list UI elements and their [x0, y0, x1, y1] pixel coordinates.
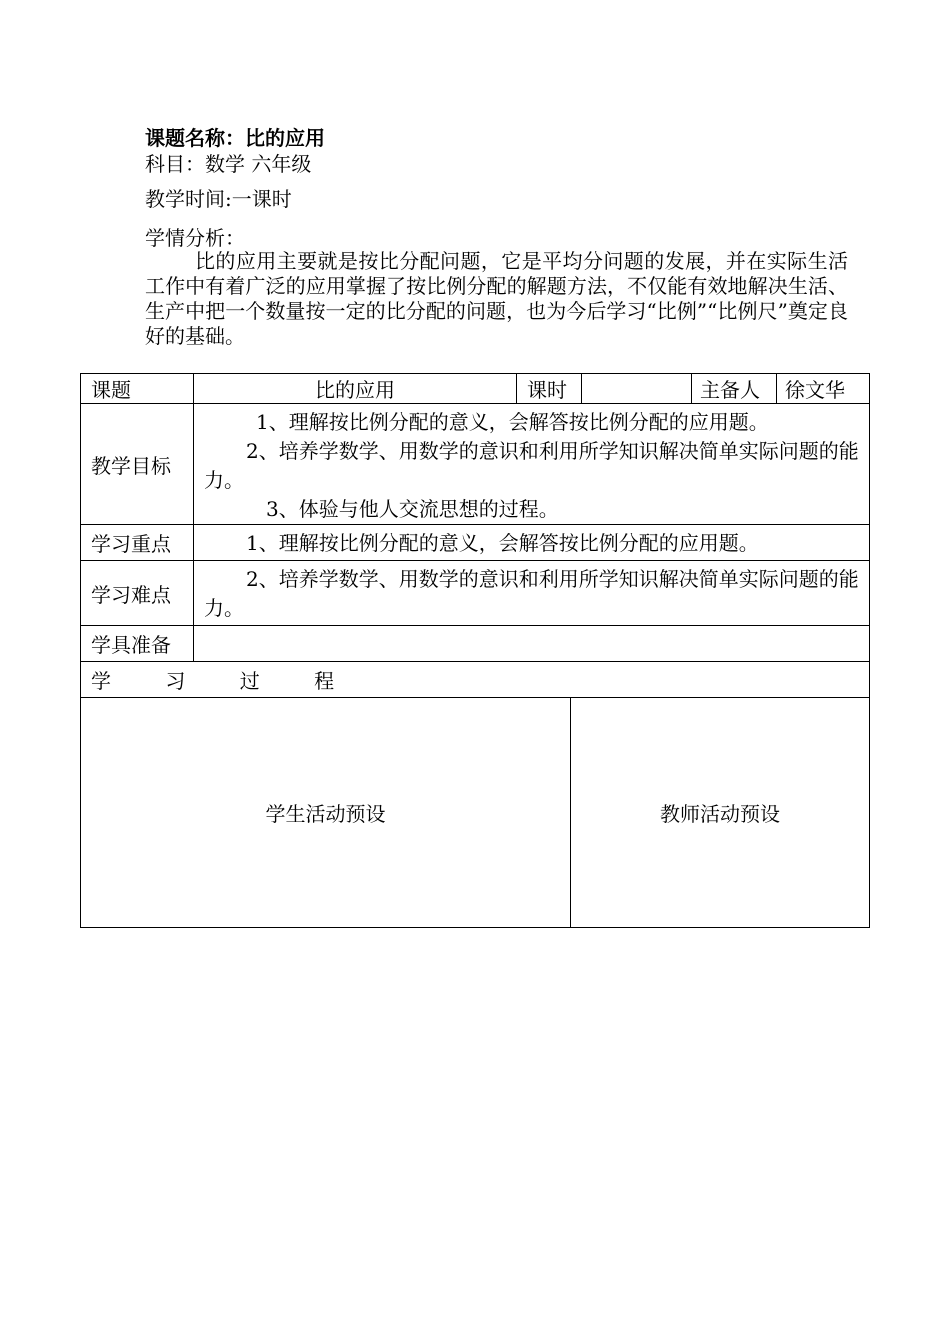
difficulties-text: 2、培养学数学、用数学的意识和利用所学知识解决简单实际问题的能力。 — [204, 567, 859, 620]
lesson-plan-table — [80, 373, 870, 928]
key-points-label: 学习重点 — [91, 532, 171, 556]
goals-label-cell — [80, 403, 194, 525]
tools-cell — [193, 625, 870, 662]
process-label: 学 习 过 程 — [91, 669, 359, 693]
goals-cell — [193, 403, 870, 525]
key-points-cell — [193, 524, 870, 561]
subject-grade: 科目：数学 六年级 — [145, 152, 312, 176]
period-value-cell — [581, 373, 692, 404]
preparer-value: 徐文华 — [785, 378, 845, 402]
analysis-paragraph: 比的应用主要就是按比分配问题，它是平均分问题的发展，并在实际生活工作中有着广泛的应用掌握了按比例分配的解题方法，不仅能有效地解决生活、生产中把一个数量按一定的比分配的问题，也为今后学习“比例”“比例尺”奠定良好的基础。 — [145, 249, 848, 348]
topic-value-cell — [193, 373, 517, 404]
teacher-activity-cell — [570, 697, 870, 928]
period-label-cell — [516, 373, 582, 404]
teacher-activity-label: 教师活动预设 — [660, 802, 780, 826]
teaching-time: 教学时间:一课时 — [145, 187, 292, 211]
topic-value: 比的应用 — [315, 378, 395, 402]
key-points-text: 1、理解按比例分配的意义，会解答按比例分配的应用题。 — [246, 531, 759, 555]
tools-label-cell — [80, 625, 194, 662]
tools-label: 学具准备 — [91, 633, 171, 657]
lesson-title: 课题名称：比的应用 — [145, 126, 325, 150]
key-points-label-cell — [80, 524, 194, 561]
student-activity-label: 学生活动预设 — [265, 802, 386, 826]
student-activity-cell — [80, 697, 571, 928]
analysis-label: 学情分析： — [145, 226, 245, 250]
goals-label: 教学目标 — [91, 453, 171, 478]
difficulties-label-cell — [80, 560, 194, 626]
difficulties-cell — [193, 560, 870, 626]
topic-label: 课题 — [91, 378, 131, 402]
preparer-label: 主备人 — [700, 378, 760, 402]
preparer-value-cell — [776, 373, 870, 404]
process-header-cell — [80, 661, 870, 698]
period-label: 课时 — [527, 378, 567, 402]
goal-item: 3、体验与他人交流思想的过程。 — [266, 497, 559, 521]
preparer-label-cell — [691, 373, 777, 404]
topic-label-cell — [80, 373, 194, 404]
difficulties-label: 学习难点 — [91, 582, 171, 607]
goal-item: 2、培养学数学、用数学的意识和利用所学知识解决简单实际问题的能力。 — [204, 439, 859, 492]
goal-item: 1、理解按比例分配的意义，会解答按比例分配的应用题。 — [256, 410, 769, 434]
